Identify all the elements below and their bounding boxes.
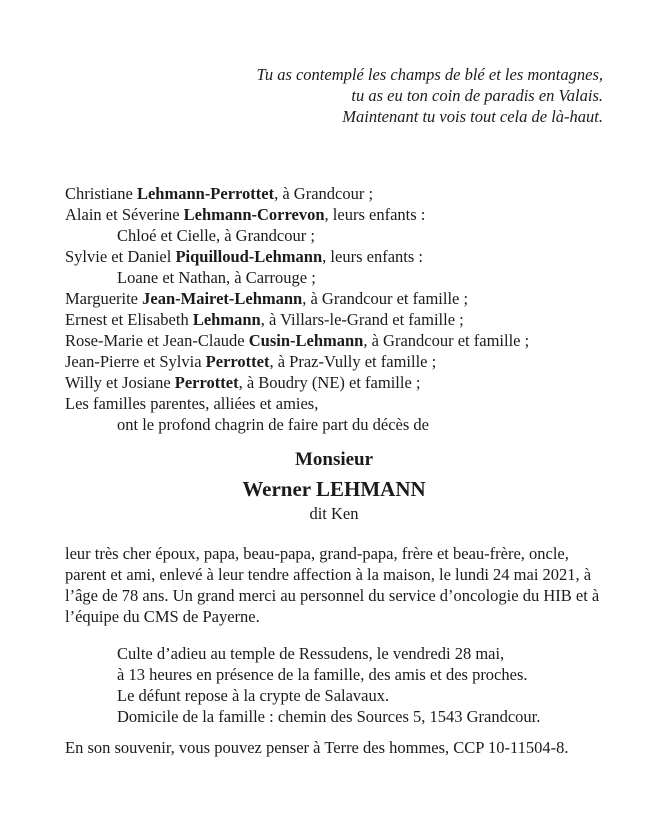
family-line xyxy=(65,204,603,225)
ceremony-block xyxy=(65,643,603,727)
family-line-text: Jean-Pierre et Sylvia xyxy=(65,352,206,371)
family-name-bold: Lehmann xyxy=(192,310,261,329)
family-list xyxy=(65,183,603,435)
family-name-bold: Cusin-Lehmann xyxy=(248,331,364,350)
ceremony-line: à 13 heures en présence de la famille, des amis et des proches. xyxy=(117,665,528,684)
family-line-text: Ernest et Elisabeth xyxy=(65,310,193,329)
family-name-bold: Perrottet xyxy=(174,373,239,392)
family-line xyxy=(65,288,603,309)
deceased-nickname: dit Ken xyxy=(309,504,359,523)
epigraph xyxy=(65,64,603,127)
family-line xyxy=(65,351,603,372)
family-line-text: Alain et Séverine xyxy=(65,205,184,224)
family-line xyxy=(65,246,603,267)
family-name-bold: Lehmann-Correvon xyxy=(183,205,325,224)
family-line xyxy=(65,309,603,330)
family-line-text: ont le profond chagrin de faire part du décès de xyxy=(117,415,429,434)
family-line-text: Les familles parentes, alliées et amies, xyxy=(65,394,319,413)
family-line-text: Loane et Nathan, à Carrouge ; xyxy=(117,268,316,287)
deceased-block xyxy=(65,447,603,524)
ceremony-line: Le défunt repose à la crypte de Salavaux. xyxy=(117,686,390,705)
family-line xyxy=(65,372,603,393)
family-name-bold: Lehmann-Perrottet xyxy=(136,184,275,203)
deceased-title: Monsieur xyxy=(294,449,374,470)
ceremony-line: Domicile de la famille : chemin des Sources 5, 1543 Grandcour. xyxy=(117,707,541,726)
epigraph-line: Tu as contemplé les champs de blé et les montagnes, xyxy=(256,65,603,84)
epigraph-line: Maintenant tu vois tout cela de là-haut. xyxy=(342,107,603,126)
family-line xyxy=(65,414,603,435)
family-name-bold: Piquilloud-Lehmann xyxy=(175,247,323,266)
family-line xyxy=(65,393,603,414)
tribute-paragraph: leur très cher époux, papa, beau-papa, grand-papa, frère et beau-frère, oncle, parent et ami, enlevé à leur tendre affection à la maison, le lundi 24 mai 2021, à l’âge de 78 ans. Un grand merci au personnel du service d’oncologie du HIB et à l’équipe du CMS de Payerne. xyxy=(65,544,600,626)
family-line-text: Chloé et Cielle, à Grandcour ; xyxy=(117,226,315,245)
family-line-text: Christiane xyxy=(65,184,137,203)
family-line xyxy=(65,183,603,204)
family-line xyxy=(65,225,603,246)
family-line xyxy=(65,267,603,288)
family-line-text: , à Grandcour ; xyxy=(274,184,374,203)
family-line-text: , à Praz-Vully et famille ; xyxy=(269,352,437,371)
family-line-text: , à Grandcour et famille ; xyxy=(363,331,530,350)
family-name-bold: Perrottet xyxy=(205,352,270,371)
family-line-text: Rose-Marie et Jean-Claude xyxy=(65,331,249,350)
family-line-text: Marguerite xyxy=(65,289,143,308)
family-line-text: , à Boudry (NE) et famille ; xyxy=(238,373,421,392)
family-line-text: , leurs enfants : xyxy=(322,247,423,266)
family-line-text: , à Grandcour et famille ; xyxy=(302,289,469,308)
family-line-text: Willy et Josiane xyxy=(65,373,175,392)
ceremony-line: Culte d’adieu au temple de Ressudens, le vendredi 28 mai, xyxy=(117,644,505,663)
family-line xyxy=(65,330,603,351)
family-name-bold: Jean-Mairet-Lehmann xyxy=(142,289,303,308)
family-line-text: , à Villars-le-Grand et famille ; xyxy=(260,310,464,329)
deceased-name: Werner LEHMANN xyxy=(242,477,426,501)
family-line-text: , leurs enfants : xyxy=(324,205,426,224)
family-line-text: Sylvie et Daniel xyxy=(65,247,176,266)
memorial-line: En son souvenir, vous pouvez penser à Terre des hommes, CCP 10-11504-8. xyxy=(65,738,569,757)
epigraph-line: tu as eu ton coin de paradis en Valais. xyxy=(351,86,603,105)
